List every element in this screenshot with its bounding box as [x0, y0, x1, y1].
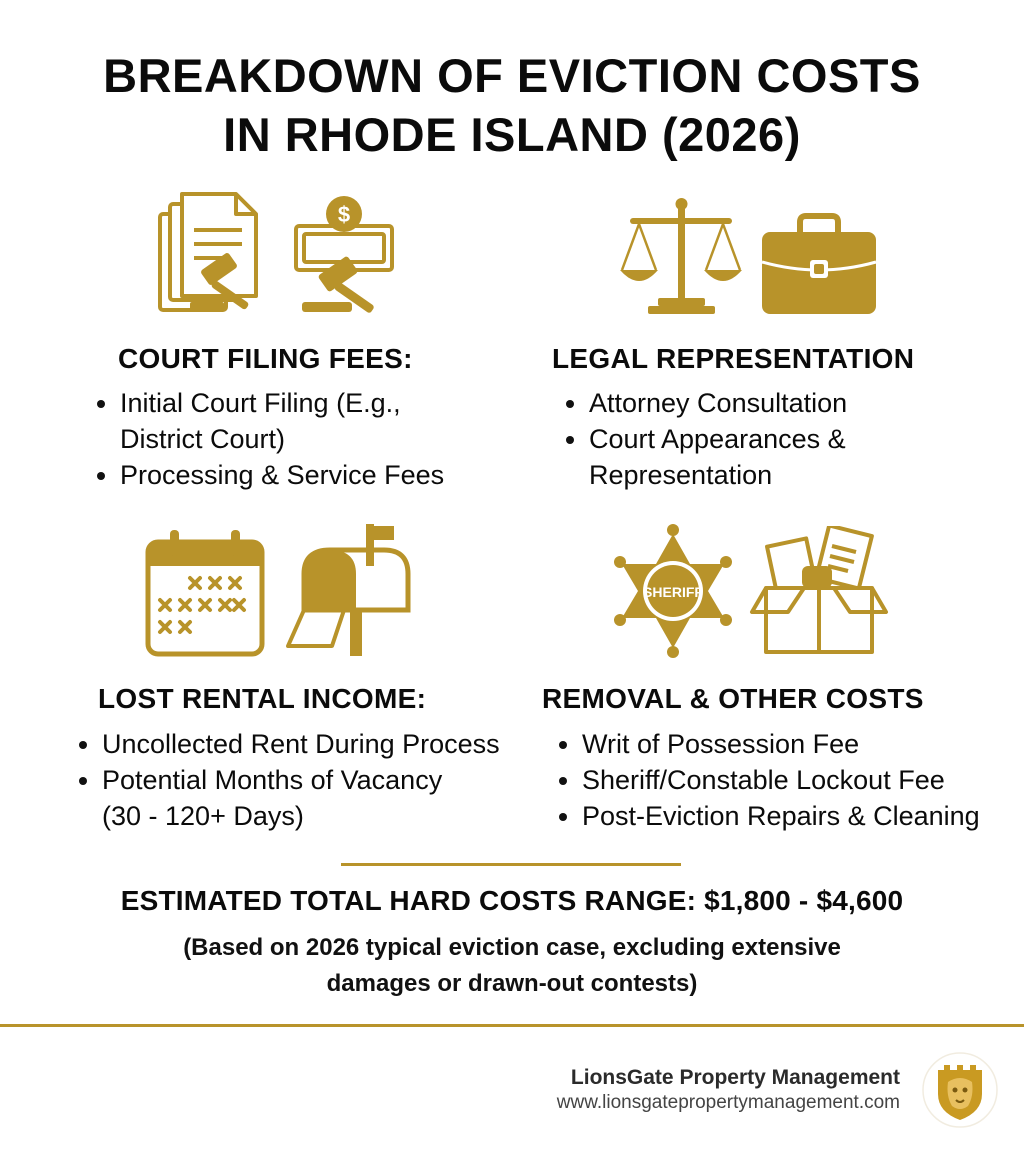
briefcase-icon [760, 212, 878, 316]
list-item: Writ of Possession Fee [556, 726, 980, 762]
list-item: (30 - 120+ Days) [102, 801, 304, 831]
lost-rental-income-list [76, 726, 500, 834]
list-item: District Court) [120, 424, 286, 454]
section-heading-legal-representation: LEGAL REPRESENTATION [552, 343, 915, 374]
note-line-2: damages or drawn-out contests) [326, 970, 698, 997]
calendar-icon [144, 528, 266, 658]
list-item: Sheriff/Constable Lockout Fee [556, 762, 980, 798]
list-item: Representation [589, 460, 773, 490]
svg-text:$: $ [337, 202, 351, 227]
company-name: LionsGate Property Management [570, 1066, 900, 1089]
court-filing-fees-list [94, 385, 444, 493]
list-item: Potential Months of Vacancy [76, 762, 500, 798]
scales-of-justice-icon [618, 196, 744, 316]
title-line-2: IN RHODE ISLAND (2026) [223, 108, 801, 161]
sheriff-badge-text: SHERIFF [643, 584, 703, 600]
list-item: Processing & Service Fees [94, 457, 444, 493]
section-heading-court-filing-fees: COURT FILING FEES: [118, 343, 413, 374]
title-line-1: BREAKDOWN OF EVICTION COSTS [103, 49, 921, 102]
list-item: Post-Eviction Repairs & Cleaning [556, 798, 980, 834]
money-gavel-icon [292, 194, 404, 316]
list-item: Uncollected Rent During Process [76, 726, 500, 762]
company-url: www.lionsgatepropertymanagement.com [556, 1092, 900, 1113]
legal-representation-list [563, 385, 847, 493]
note-line-1: (Based on 2026 typical eviction case, excluding extensive [183, 934, 841, 961]
section-heading-removal-other-costs: REMOVAL & OTHER COSTS [542, 683, 924, 714]
sheriff-badge-icon [612, 524, 734, 658]
legal-documents-gavel-icon [156, 192, 268, 317]
list-item: Court Appearances & [563, 421, 847, 457]
total-cost-note [0, 930, 1024, 1002]
moving-box-icon [748, 526, 890, 658]
page-title [0, 46, 1024, 164]
lion-crest-icon [922, 1052, 998, 1128]
removal-other-costs-list [556, 726, 980, 834]
list-item: Attorney Consultation [563, 385, 847, 421]
list-item: Initial Court Filing (E.g., [94, 385, 444, 421]
brand-block [557, 1066, 900, 1114]
section-heading-lost-rental-income: LOST RENTAL INCOME: [98, 683, 427, 714]
footer-divider [0, 1024, 1024, 1027]
total-cost-range: ESTIMATED TOTAL HARD COSTS RANGE: $1,800 - $4,600 [120, 885, 904, 916]
mailbox-icon [286, 522, 414, 658]
divider [341, 863, 681, 866]
